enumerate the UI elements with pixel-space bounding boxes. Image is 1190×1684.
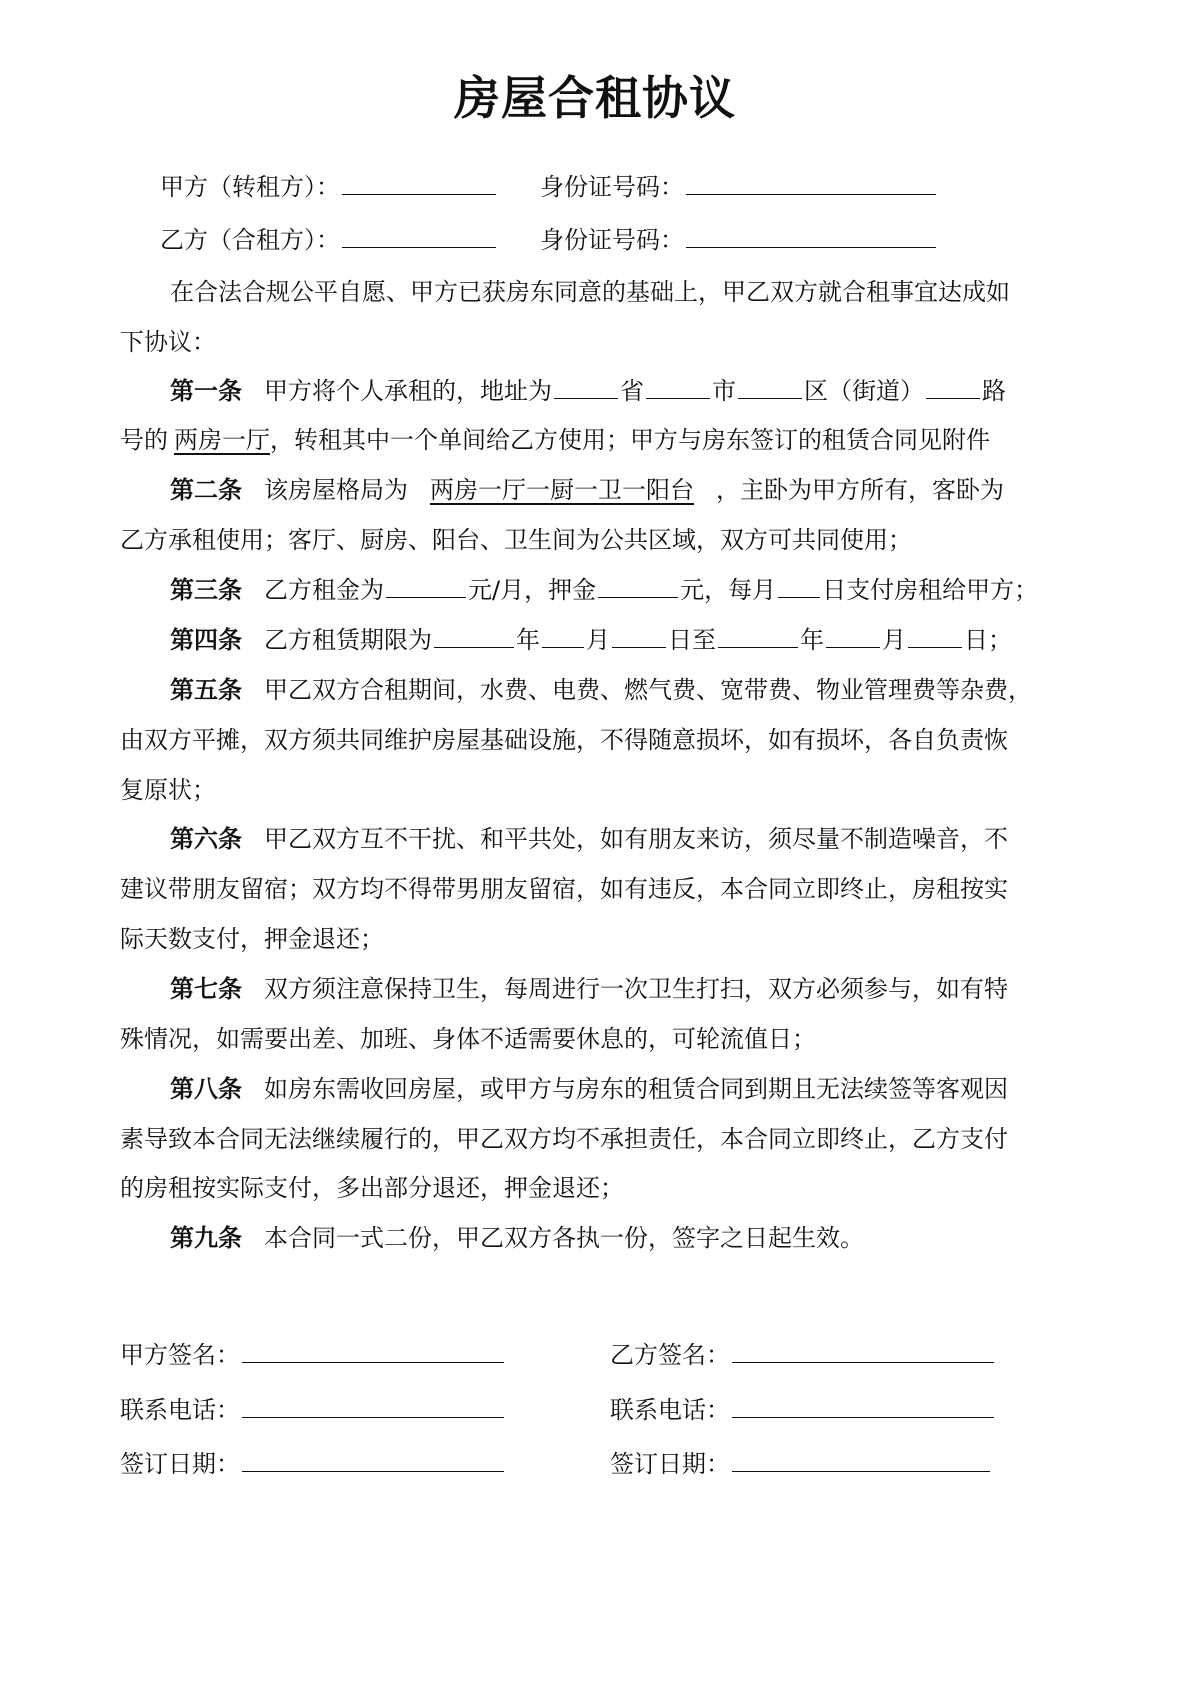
party-b-row: [160, 225, 498, 255]
party-b-label: 乙方（合租方）：: [160, 226, 340, 254]
province-blank: [554, 376, 618, 399]
party-a-date-label: 签订日期：: [120, 1450, 240, 1478]
start-year-blank: [434, 625, 514, 648]
article-8-line-3: 的房租按实际支付，多出部分退还，押金退还；: [120, 1174, 624, 1202]
party-b-id-row: [540, 225, 938, 255]
article-4-line: [170, 625, 1080, 655]
article-6-line-1: [170, 824, 1080, 854]
end-year-label: 年: [800, 626, 824, 654]
party-a-date-row: [120, 1449, 506, 1479]
party-b-phone-row: [610, 1395, 996, 1425]
party-a-signature-row: [120, 1340, 506, 1370]
article-5-text: 甲乙双方合租期间，水费、电费、燃气费、宽带费、物业管理费等杂费，: [264, 676, 1032, 704]
article-7-line-1: [170, 974, 1080, 1004]
article-4-label: 第四条: [170, 626, 242, 654]
start-day-label: 日至: [668, 626, 716, 654]
party-a-date-blank: [242, 1449, 504, 1472]
end-month-label: 月: [882, 626, 906, 654]
article-7-line-2: 殊情况，如需要出差、加班、身体不适需要休息的，可轮流值日；: [120, 1025, 816, 1053]
article-2-text: 该房屋格局为: [264, 476, 408, 504]
article-3-line: [170, 575, 1080, 605]
party-b-date-blank: [732, 1449, 990, 1472]
article-9-line: [170, 1223, 1080, 1253]
article-1-layout-fill: 两房一厅: [174, 426, 270, 454]
party-a-row: [160, 172, 498, 202]
party-b-phone-blank: [732, 1395, 994, 1418]
end-month-blank: [826, 625, 880, 648]
deposit-blank: [598, 575, 678, 598]
pay-day-blank: [778, 575, 820, 598]
district-label: 区（街道）: [804, 377, 924, 405]
article-8-label: 第八条: [170, 1075, 242, 1103]
end-day-blank: [908, 625, 962, 648]
intro-line-2: 下协议：: [120, 328, 216, 356]
article-1-suffix: ，转租其中一个单间给乙方使用；甲方与房东签订的租赁合同见附件: [270, 426, 990, 454]
end-year-blank: [718, 625, 798, 648]
party-a-phone-label: 联系电话：: [120, 1396, 240, 1424]
rent-label: 乙方租金为: [264, 576, 384, 604]
article-1-text: 甲方将个人承租的，地址为: [264, 377, 552, 405]
party-b-date-row: [610, 1449, 992, 1479]
deposit-label: 元/月，押金: [468, 576, 597, 604]
party-a-id-label: 身份证号码：: [540, 173, 684, 201]
article-7-label: 第七条: [170, 975, 242, 1003]
party-a-phone-blank: [242, 1395, 504, 1418]
start-month-blank: [542, 625, 584, 648]
party-b-name-blank: [342, 225, 496, 248]
article-6-line-3: 际天数支付，押金退还；: [120, 925, 384, 953]
district-blank: [738, 376, 802, 399]
intro-line-1: 在合法合规公平自愿、甲方已获房东同意的基础上，甲乙双方就合租事宜达成如: [170, 278, 1010, 306]
road-blank: [926, 376, 980, 399]
end-day-label: 日；: [964, 626, 1012, 654]
article-7-text: 双方须注意保持卫生，每周进行一次卫生打扫，双方必须参与，如有特: [264, 975, 1008, 1003]
article-6-label: 第六条: [170, 825, 242, 853]
article-2-line-1: [170, 475, 1080, 505]
article-8-text: 如房东需收回房屋，或甲方与房东的租赁合同到期且无法续签等客观因: [264, 1075, 1008, 1103]
start-year-label: 年: [516, 626, 540, 654]
article-8-line-1: [170, 1074, 1080, 1104]
party-a-name-blank: [342, 172, 496, 195]
document-title: 房屋合租协议: [454, 71, 736, 125]
pay-day-label: 元，每月: [680, 576, 777, 604]
article-3-label: 第三条: [170, 576, 242, 604]
article-1-prefix: 号的: [120, 426, 168, 454]
article-9-label: 第九条: [170, 1224, 242, 1252]
party-b-date-label: 签订日期：: [610, 1450, 730, 1478]
party-a-phone-row: [120, 1395, 506, 1425]
article-9-text: 本合同一式二份，甲乙双方各执一份，签字之日起生效。: [264, 1224, 864, 1252]
article-8-line-2: 素导致本合同无法继续履行的，甲乙双方均不承担责任，本合同立即终止，乙方支付: [120, 1125, 1008, 1153]
article-2-layout-fill: 两房一厅一厨一卫一阳台: [430, 476, 694, 504]
party-a-id-row: [540, 172, 938, 202]
city-blank: [646, 376, 710, 399]
article-5-label: 第五条: [170, 676, 242, 704]
party-a-signature-blank: [242, 1340, 504, 1363]
rent-blank: [386, 575, 466, 598]
party-a-signature-label: 甲方签名：: [120, 1341, 240, 1369]
article-2-suffix: ，主卧为甲方所有，客卧为: [716, 476, 1004, 504]
article-1-line-1: [170, 376, 1080, 406]
party-b-signature-row: [610, 1340, 996, 1370]
road-label: 路: [982, 377, 1006, 405]
article-1-label: 第一条: [170, 377, 242, 405]
article-1-line-2: [120, 425, 1080, 455]
party-b-signature-blank: [732, 1340, 994, 1363]
city-label: 市: [712, 377, 736, 405]
party-b-phone-label: 联系电话：: [610, 1396, 730, 1424]
term-label: 乙方租赁期限为: [264, 626, 432, 654]
article-2-line-2: 乙方承租使用；客厅、厨房、阳台、卫生间为公共区域，双方可共同使用；: [120, 526, 912, 554]
start-month-label: 月: [586, 626, 610, 654]
article-5-line-3: 复原状；: [120, 776, 216, 804]
party-a-label: 甲方（转租方）：: [160, 173, 340, 201]
party-a-id-blank: [686, 172, 936, 195]
start-day-blank: [612, 625, 666, 648]
party-b-signature-label: 乙方签名：: [610, 1341, 730, 1369]
article-6-line-2: 建议带朋友留宿；双方均不得带男朋友留宿，如有违反，本合同立即终止，房租按实: [120, 875, 1008, 903]
article-3-suffix: 日支付房租给甲方；: [822, 576, 1039, 604]
article-2-label: 第二条: [170, 476, 242, 504]
article-5-line-1: [170, 675, 1080, 705]
party-b-id-label: 身份证号码：: [540, 226, 684, 254]
province-label: 省: [620, 377, 644, 405]
article-6-text: 甲乙双方互不干扰、和平共处，如有朋友来访，须尽量不制造噪音，不: [264, 825, 1008, 853]
article-5-line-2: 由双方平摊，双方须共同维护房屋基础设施，不得随意损坏，如有损坏，各自负责恢: [120, 726, 1008, 754]
party-b-id-blank: [686, 225, 936, 248]
